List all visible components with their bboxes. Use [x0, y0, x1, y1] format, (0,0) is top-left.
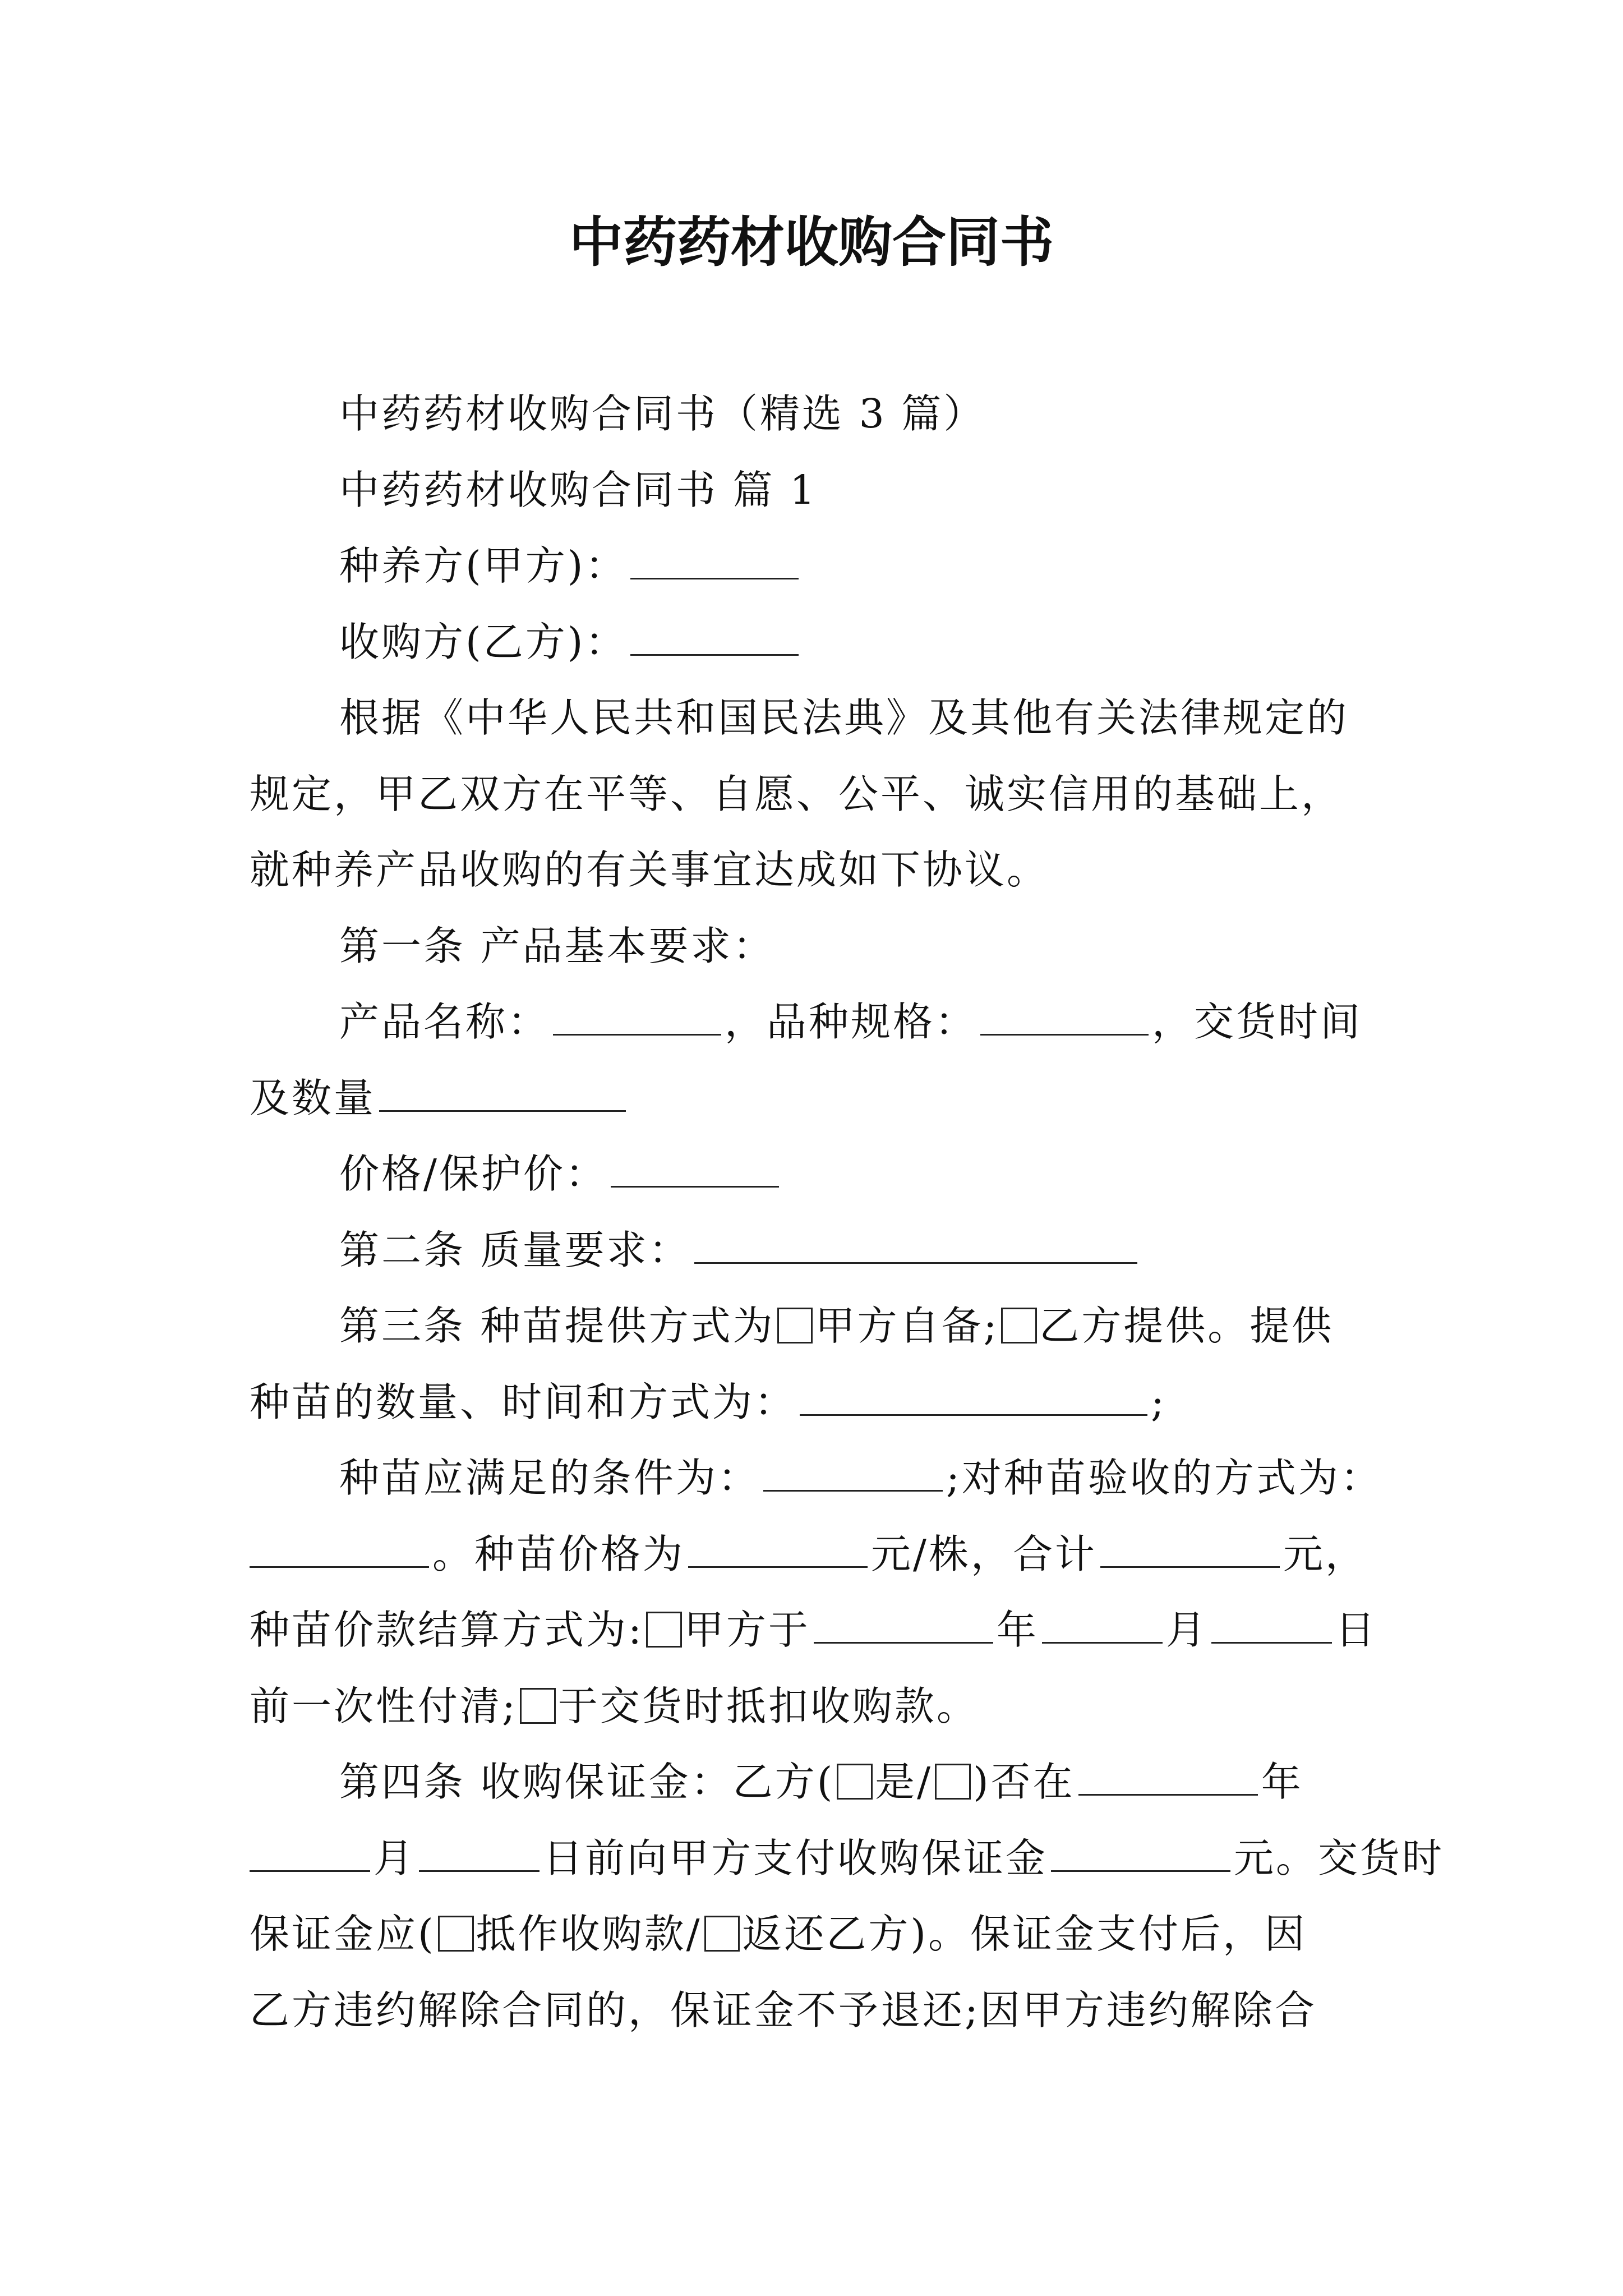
article-3-line-2 [250, 1364, 1388, 1441]
seedling-detail-end: ; [1151, 1378, 1166, 1425]
intro-line-2: 规定，甲乙双方在平等、自愿、公平、诚实信用的基础上， [250, 770, 1344, 817]
refund-label: 返还乙方)。保证金支付后，因 [742, 1911, 1307, 1957]
price-label: 价格/保护价： [339, 1151, 607, 1197]
unit-total-label: 元/株，合计 [871, 1530, 1097, 1577]
party-b-line [250, 604, 1388, 680]
party-b-blank [630, 614, 799, 656]
checkbox-party-a-pay[interactable] [646, 1612, 682, 1648]
checkbox-yes[interactable] [837, 1764, 873, 1800]
year-label: 年 [996, 1607, 1039, 1653]
intro-line-1: 根据《中华人民共和国民法典》及其他有关法律规定的 [339, 694, 1349, 741]
article-1-price-line [250, 1136, 1388, 1212]
lump-sum-label: 前一次性付清; [250, 1682, 518, 1729]
party-a-blank [630, 538, 799, 579]
deposit-pay-label: 日前向甲方支付收购保证金 [543, 1834, 1048, 1881]
deposit-month-label: 月 [374, 1834, 416, 1881]
article-4-line-3 [250, 1896, 1388, 1972]
month-blank [1042, 1602, 1163, 1644]
deposit-year-blank [1078, 1754, 1258, 1796]
option-party-b-supply: 乙方提供。提供 [1039, 1303, 1334, 1349]
deposit-day-blank [419, 1830, 540, 1872]
day-blank [1211, 1602, 1332, 1644]
checkbox-party-a-self[interactable] [777, 1308, 813, 1343]
intro-line-3: 就种养产品收购的有关事宜达成如下协议。 [250, 846, 1049, 893]
deposit-use-label: 保证金应( [250, 1911, 436, 1957]
article-4-line-4: 乙方违约解除合同的，保证金不予退还;因甲方违约解除合 [250, 1986, 1317, 2033]
article-3-line-6 [250, 1668, 1388, 1745]
spec-label: ，品种规格： [725, 999, 978, 1045]
inspection-label: ;对种苗验收的方式为： [946, 1455, 1382, 1501]
settlement-label: 种苗价款结算方式为: [250, 1607, 644, 1653]
seedling-condition-blank [763, 1450, 943, 1492]
seedling-price-label: 。种苗价格为 [432, 1530, 685, 1577]
product-name-blank [553, 994, 721, 1036]
article-4-line-1 [250, 1744, 1388, 1820]
deposit-label: 第四条 收购保证金：乙方( [339, 1759, 835, 1805]
article-1-quantity-line [250, 1060, 1388, 1137]
month-label: 月 [1165, 1607, 1208, 1653]
checkbox-offset[interactable] [438, 1916, 474, 1952]
party-a-line [250, 528, 1388, 604]
page-title: 中药药材收购合同书 [569, 211, 1054, 274]
article-3-line-1 [250, 1288, 1388, 1364]
article-3-line-4 [250, 1516, 1388, 1593]
seedling-detail-blank [800, 1374, 1147, 1416]
option-party-a-self: 甲方自备; [815, 1303, 999, 1349]
year-blank [814, 1602, 993, 1644]
deposit-yuan-label: 元。交货时 [1234, 1834, 1445, 1881]
delivery-label: ，交货时间 [1152, 999, 1363, 1045]
deposit-amount-blank [1051, 1830, 1230, 1872]
deduct-label: 于交货时抵扣收购款。 [557, 1682, 979, 1729]
seedling-detail-label: 种苗的数量、时间和方式为： [250, 1378, 797, 1425]
article-2-line [250, 1212, 1388, 1289]
seedling-condition-label: 种苗应满足的条件为： [339, 1455, 760, 1501]
yes-label: 是/ [875, 1759, 933, 1805]
day-label: 日 [1335, 1607, 1377, 1653]
party-a-pay-label: 甲方于 [684, 1607, 810, 1653]
quantity-label: 及数量 [250, 1074, 376, 1121]
deposit-month-blank [250, 1830, 370, 1872]
quality-blank [694, 1222, 1137, 1264]
section-heading: 中药药材收购合同书 篇 1 [339, 466, 818, 513]
spec-blank [980, 994, 1149, 1036]
seedling-total-blank [1100, 1526, 1280, 1568]
yuan-label: 元， [1283, 1530, 1367, 1577]
document-body [250, 376, 1445, 2048]
article-4-line-2 [250, 1820, 1445, 1897]
article-3-line-3 [250, 1440, 1388, 1516]
quantity-blank [379, 1070, 626, 1112]
article-1-title: 第一条 产品基本要求： [339, 922, 775, 969]
no-label: )否在 [972, 1759, 1075, 1805]
checkbox-no[interactable] [935, 1764, 971, 1800]
article-1-product-line [250, 984, 1388, 1060]
checkbox-refund[interactable] [704, 1916, 740, 1952]
price-blank [611, 1146, 779, 1188]
article-3-line-5 [250, 1592, 1388, 1668]
seedling-supply-label: 第三条 种苗提供方式为 [339, 1303, 775, 1349]
party-a-label: 种养方(甲方)： [339, 542, 628, 589]
checkbox-deduct[interactable] [520, 1688, 556, 1724]
quality-label: 第二条 质量要求： [339, 1226, 691, 1273]
product-name-label: 产品名称： [339, 999, 550, 1045]
party-b-label: 收购方(乙方)： [339, 618, 628, 665]
inspection-blank [250, 1526, 429, 1568]
offset-label: 抵作收购款/ [476, 1911, 702, 1957]
seedling-price-blank [688, 1526, 868, 1568]
checkbox-party-b-supply[interactable] [1001, 1308, 1037, 1343]
deposit-year-label: 年 [1261, 1759, 1303, 1805]
subtitle: 中药药材收购合同书（精选 3 篇） [339, 390, 986, 437]
